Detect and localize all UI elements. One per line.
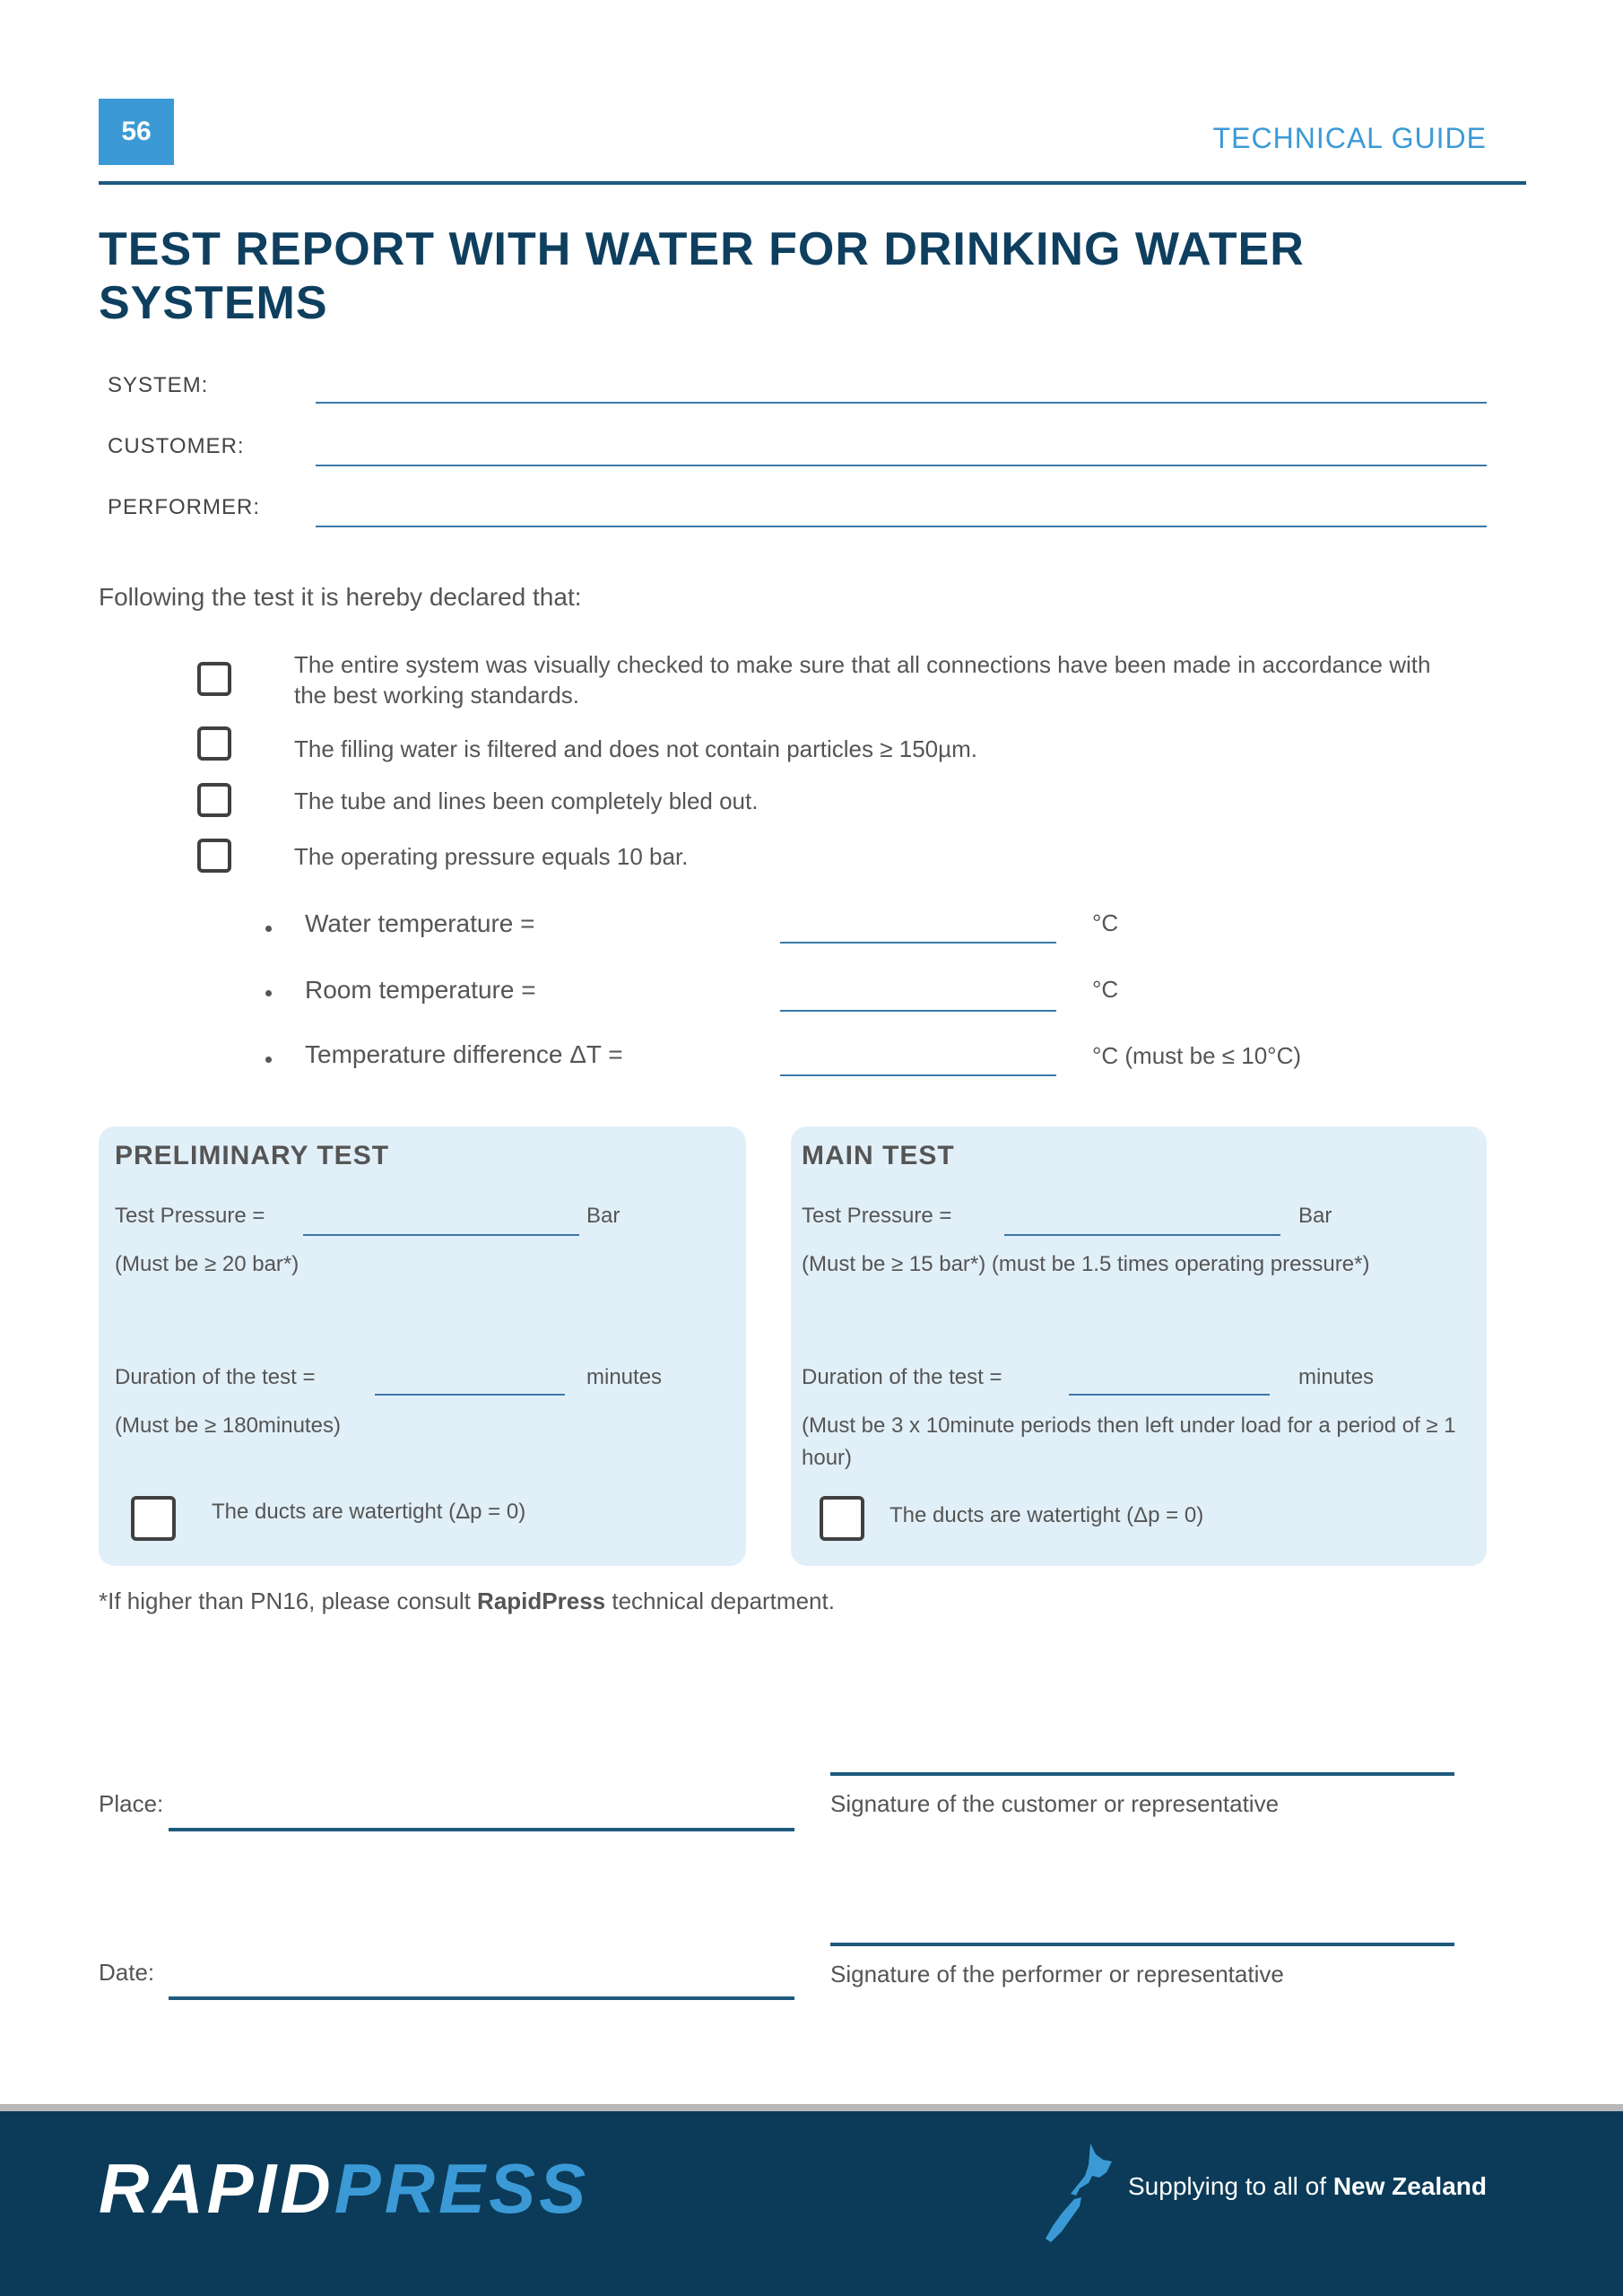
preliminary-duration-field[interactable] bbox=[375, 1394, 565, 1396]
temp-diff-unit: °C (must be ≤ 10°C) bbox=[1092, 1042, 1302, 1069]
preliminary-duration-unit: minutes bbox=[586, 1365, 663, 1389]
room-temp-unit: °C bbox=[1092, 976, 1119, 1003]
bullet bbox=[265, 1057, 272, 1063]
footer-divider bbox=[0, 2104, 1623, 2111]
main-pressure-unit: Bar bbox=[1298, 1204, 1332, 1228]
check-visual-inspection-label: The entire system was visually checked to make sure that all connections have been made in accordance with the best working standards. bbox=[294, 651, 1431, 709]
preliminary-pressure-label: Test Pressure = bbox=[115, 1204, 265, 1228]
date-label: Date: bbox=[99, 1959, 155, 1986]
preliminary-watertight-checkbox[interactable] bbox=[131, 1496, 176, 1541]
check-operating-pressure-label: The operating pressure equals 10 bar. bbox=[294, 843, 689, 870]
check-bled-out[interactable] bbox=[197, 783, 231, 817]
check-bled-out-label: The tube and lines been completely bled out. bbox=[294, 787, 759, 814]
main-pressure-label: Test Pressure = bbox=[802, 1204, 952, 1228]
performer-label: PERFORMER: bbox=[108, 495, 261, 519]
check-operating-pressure[interactable] bbox=[197, 839, 231, 873]
date-field[interactable] bbox=[169, 1996, 794, 2000]
new-zealand-map-icon bbox=[1044, 2142, 1119, 2246]
preliminary-watertight-label: The ducts are watertight (Δp = 0) bbox=[212, 1500, 526, 1524]
bullet bbox=[265, 926, 272, 932]
preliminary-duration-label: Duration of the test = bbox=[115, 1365, 316, 1389]
section-header: TECHNICAL GUIDE bbox=[1212, 122, 1487, 154]
preliminary-test-title: PRELIMINARY TEST bbox=[115, 1141, 390, 1170]
customer-field[interactable] bbox=[316, 465, 1487, 466]
footnote: *If higher than PN16, please consult RapidPress technical department. bbox=[99, 1587, 835, 1614]
main-watertight-checkbox[interactable] bbox=[820, 1496, 864, 1541]
preliminary-pressure-unit: Bar bbox=[586, 1204, 621, 1228]
check-visual-inspection[interactable] bbox=[197, 662, 231, 696]
page-title: TEST REPORT WITH WATER FOR DRINKING WATER SYSTEMS bbox=[99, 223, 1305, 329]
main-pressure-field[interactable] bbox=[1004, 1234, 1280, 1236]
customer-label: CUSTOMER: bbox=[108, 434, 245, 458]
performer-signature-field[interactable] bbox=[830, 1943, 1454, 1946]
water-temp-label: Water temperature = bbox=[305, 909, 535, 937]
customer-signature-field[interactable] bbox=[830, 1772, 1454, 1776]
bullet bbox=[265, 990, 272, 996]
main-duration-label: Duration of the test = bbox=[802, 1365, 1002, 1389]
water-temp-field[interactable] bbox=[780, 942, 1056, 944]
performer-field[interactable] bbox=[316, 526, 1487, 527]
check-filtered-water-label: The filling water is filtered and does not contain particles ≥ 150µm. bbox=[294, 735, 977, 762]
page-number-badge: 56 bbox=[99, 99, 174, 165]
room-temp-field[interactable] bbox=[780, 1010, 1056, 1012]
performer-signature-label: Signature of the performer or representative bbox=[830, 1961, 1284, 1987]
logo-press: PRESS bbox=[334, 2149, 590, 2228]
place-field[interactable] bbox=[169, 1828, 794, 1831]
logo-rapid: RAPID bbox=[99, 2149, 334, 2228]
room-temp-label: Room temperature = bbox=[305, 976, 536, 1004]
system-field[interactable] bbox=[316, 402, 1487, 404]
water-temp-unit: °C bbox=[1092, 909, 1119, 936]
system-label: SYSTEM: bbox=[108, 373, 209, 397]
preliminary-pressure-field[interactable] bbox=[303, 1234, 579, 1236]
main-duration-unit: minutes bbox=[1298, 1365, 1375, 1389]
place-label: Place: bbox=[99, 1790, 164, 1817]
customer-signature-label: Signature of the customer or representative bbox=[830, 1790, 1280, 1817]
main-test-title: MAIN TEST bbox=[802, 1141, 955, 1170]
temp-diff-label: Temperature difference ΔT = bbox=[305, 1040, 623, 1068]
header-divider bbox=[99, 181, 1526, 185]
main-duration-note: (Must be 3 x 10minute periods then left under load for a period of ≥ 1 hour) bbox=[802, 1413, 1456, 1470]
main-duration-field[interactable] bbox=[1069, 1394, 1270, 1396]
footer-tagline: Supplying to all of New Zealand bbox=[1128, 2172, 1487, 2200]
preliminary-duration-note: (Must be ≥ 180minutes) bbox=[115, 1413, 341, 1438]
main-watertight-label: The ducts are watertight (Δp = 0) bbox=[890, 1503, 1204, 1527]
check-filtered-water[interactable] bbox=[197, 726, 231, 761]
main-pressure-note: (Must be ≥ 15 bar*) (must be 1.5 times operating pressure*) bbox=[802, 1252, 1370, 1276]
preliminary-pressure-note: (Must be ≥ 20 bar*) bbox=[115, 1252, 299, 1276]
rapidpress-logo bbox=[99, 2148, 589, 2230]
temp-diff-field[interactable] bbox=[780, 1074, 1056, 1076]
declaration-intro: Following the test it is hereby declared that: bbox=[99, 583, 582, 611]
